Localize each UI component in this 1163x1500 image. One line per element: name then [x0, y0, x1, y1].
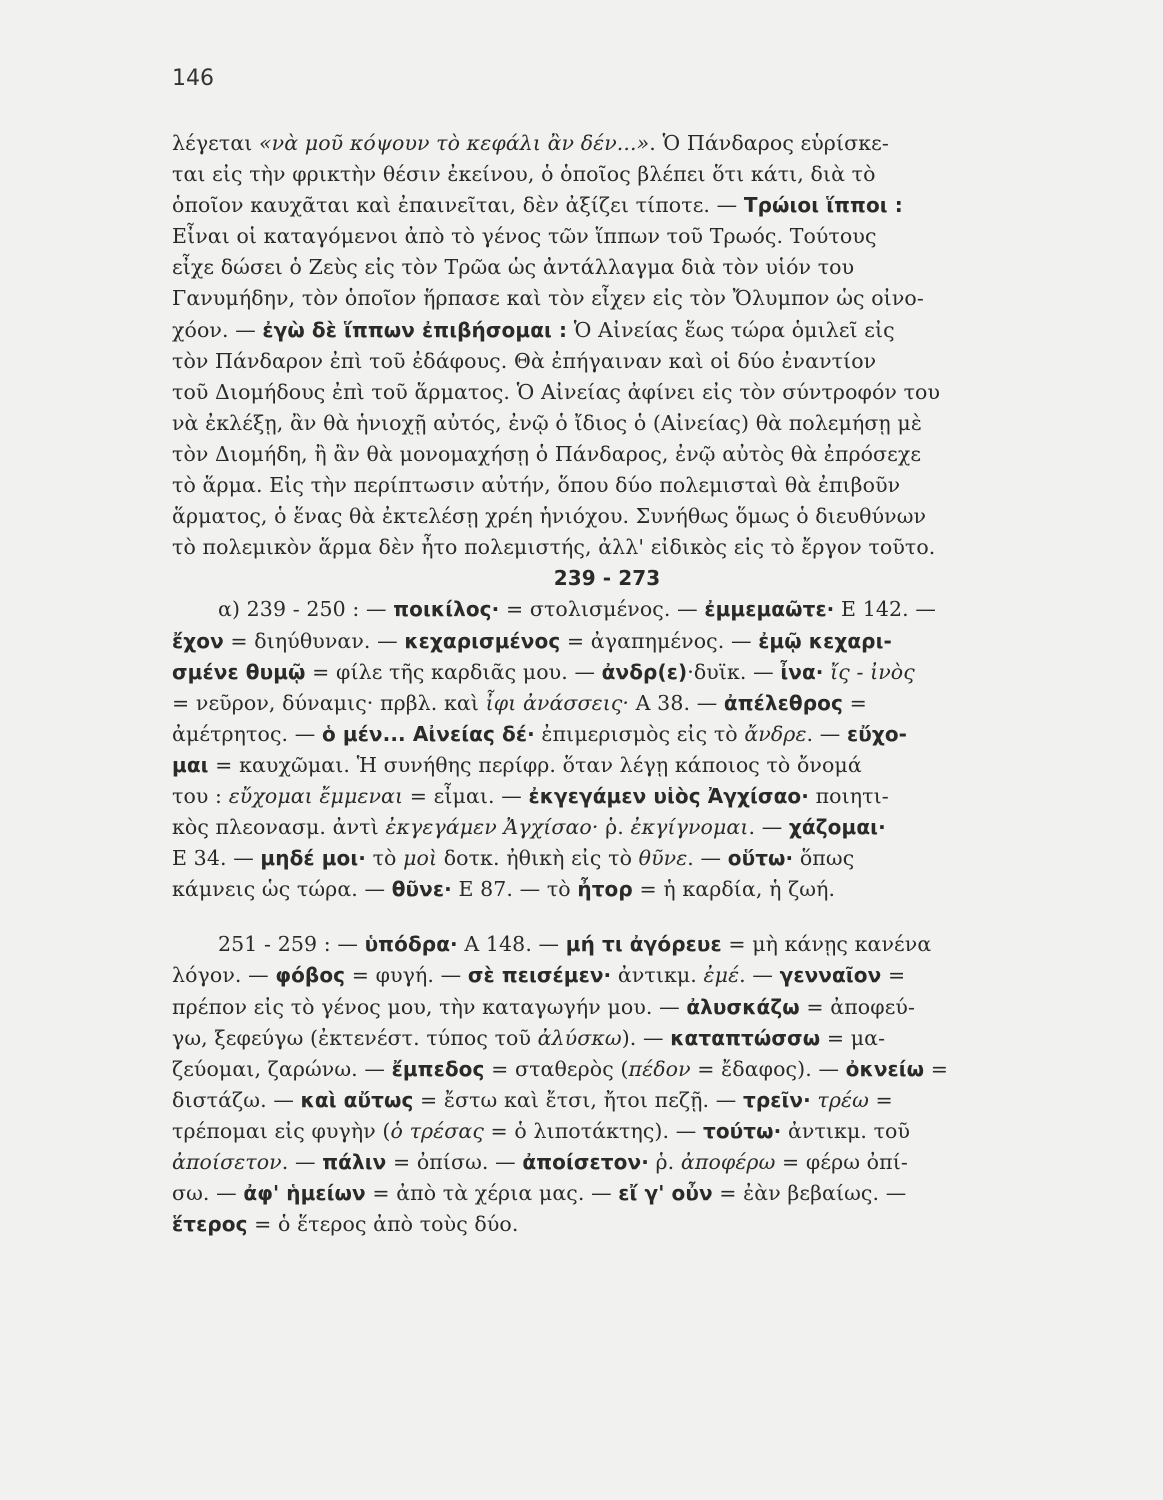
text-segment: Ε 87. — τὸ	[451, 877, 578, 902]
text-line	[172, 221, 1022, 252]
text-segment: . —	[806, 721, 847, 746]
lemma-term: θῦνε·	[391, 877, 452, 902]
lemma-term: ἀλυσκάζω	[686, 994, 800, 1019]
italic-text: ἄνδρε	[744, 721, 807, 746]
text-line	[172, 1116, 1022, 1147]
text-segment: = ἀποφεύ-	[799, 994, 915, 1019]
italic-text: ἐκγεγάμεν Ἀγχίσαο·	[385, 815, 599, 840]
text-segment: τοῦ Διομήδους ἐπὶ τοῦ ἅρματος. Ὁ Αἰνείας ἀφίνει εἰς τὸν σύντροφόν του	[172, 379, 941, 404]
text-segment: ἐπιμερισμὸς εἰς τὸ	[534, 721, 745, 746]
lemma-term: πάλιν	[322, 1150, 387, 1174]
lemma-term: ἶνα·	[780, 659, 824, 684]
lemma-term: ἦτορ	[577, 877, 633, 902]
text-segment: ὁποῖον καυχᾶται καὶ ἐπαινεῖται, δὲν ἀξίζει τίποτε. —	[172, 193, 744, 218]
lemma-term: καταπτώσσω	[670, 1025, 821, 1050]
commentary-text	[172, 128, 1022, 1240]
text-segment: = μα-	[820, 1025, 886, 1050]
text-segment: νὰ ἐκλέξῃ, ἂν θὰ ἡνιοχῇ αὐτός, ἐνῷ ὁ ἴδιος ὁ (Αἰνείας) θὰ πολεμήσῃ μὲ	[172, 410, 922, 435]
text-segment: 251 - 259 : —	[218, 932, 365, 957]
lemma-term: ἀνδρ(ε)	[601, 659, 688, 684]
text-segment: τὸ ἅρμα. Εἰς τὴν περίπτωσιν αὐτήν, ὅπου δύο πολεμισταὶ θὰ ἐπιβοῦν	[172, 473, 901, 498]
text-line	[172, 439, 1022, 470]
text-segment: εἶχε δώσει ὁ Ζεὺς εἰς τὸν Τρῶα ὡς ἀντάλλαγμα διὰ τὸν υἱόν του	[172, 255, 855, 280]
text-segment: = φέρω ὀπί-	[775, 1150, 908, 1174]
lemma-term: ποικίλος·	[393, 597, 500, 622]
lemma-term: εὔχο-	[847, 721, 908, 746]
lemma-term: κεχαρισμένος	[404, 628, 561, 653]
text-segment: = ὁ ἕτερος ἀπὸ τοὺς δύο.	[247, 1212, 519, 1237]
text-line	[172, 657, 1022, 688]
text-line	[172, 1023, 1022, 1054]
section-heading: 239 - 273	[553, 566, 661, 591]
text-segment: Γανυμήδην, τὸν ὁποῖον ἥρπασε καὶ τὸν εἶχεν εἰς τὸν Ὄλυμπον ὡς οἰνο-	[172, 286, 924, 311]
text-segment: = φυγή. —	[345, 963, 468, 988]
text-segment: Ὁ Αἰνείας ἕως τώρα ὁμιλεῖ εἰς	[567, 317, 895, 342]
italic-text: ἐκγίγνομαι	[630, 815, 749, 840]
text-line	[172, 594, 1022, 625]
text-segment: α) 239 - 250 : —	[218, 597, 394, 622]
text-line	[172, 252, 1022, 283]
text-segment: ποιητι-	[808, 783, 889, 808]
text-line	[172, 843, 1022, 874]
text-line	[172, 874, 1022, 905]
lemma-term: τούτω·	[702, 1118, 782, 1143]
text-segment: δοτκ. ἠθικὴ εἰς τὸ	[437, 846, 639, 871]
text-segment: = ἀγαπημένος. —	[560, 628, 759, 653]
page-number: 146	[172, 66, 214, 91]
text-segment: Ε 142. —	[834, 597, 936, 622]
text-line	[172, 719, 1022, 750]
text-segment: =	[868, 1087, 893, 1112]
italic-text: ἀλύσκω	[537, 1025, 622, 1050]
lemma-term: ὑπόδρα·	[364, 932, 458, 957]
text-segment: ἀντικμ. τοῦ	[781, 1118, 911, 1143]
lemma-term: Τρώιοι ἵπποι :	[743, 193, 903, 218]
text-line	[172, 346, 1022, 377]
lemma-term: ἐκγεγάμεν υἱὸς Ἀγχίσαο·	[528, 783, 809, 808]
text-segment: = σταθερὸς (	[484, 1056, 629, 1081]
text-segment: τὸν Διομήδη, ἢ ἂν θὰ μονομαχήσῃ ὁ Πάνδαρος, ἐνῷ αὐτὸς θὰ ἐπρόσεχε	[172, 441, 922, 466]
text-segment: τὸ	[365, 846, 404, 871]
text-segment: . —	[687, 846, 728, 871]
text-segment: =	[881, 963, 906, 988]
text-segment: = ὁ λιποτάκτης). —	[483, 1118, 703, 1143]
italic-text: τρέω	[817, 1087, 869, 1112]
lemma-term: μηδέ μοι·	[260, 846, 366, 871]
text-segment: = ἐὰν βεβαίως. —	[712, 1181, 907, 1206]
lemma-term: ἔμπεδος	[391, 1056, 485, 1081]
italic-text: ὁ τρέσας	[390, 1118, 484, 1143]
text-segment: ζεύομαι, ζαρώνω. —	[172, 1056, 392, 1081]
italic-text: ἶφι ἀνάσσεις·	[485, 690, 630, 715]
text-segment: γω, ξεφεύγω (ἐκτενέστ. τύπος τοῦ	[172, 1025, 538, 1050]
text-segment: του :	[172, 783, 229, 808]
lemma-term: ἕτερος	[172, 1212, 248, 1237]
text-segment: = μὴ κάνῃς κανένα	[721, 932, 932, 957]
text-segment: = νεῦρον, δύναμις· πρβλ. καὶ	[172, 690, 486, 715]
text-segment: Εἶναι οἱ καταγόμενοι ἀπὸ τὸ γένος τῶν ἵππων τοῦ Τρωός. Τούτους	[172, 224, 877, 249]
text-segment: τὸν Πάνδαρον ἐπὶ τοῦ ἐδάφους. Θὰ ἐπήγαιναν καὶ οἱ δύο ἐναντίον	[172, 348, 877, 373]
lemma-term: σὲ πεισέμεν·	[467, 963, 612, 988]
text-segment: = ἀπὸ τὰ χέρια μας. —	[365, 1181, 619, 1206]
lemma-term: ἀπέλεθρος	[723, 690, 843, 715]
text-line	[172, 1147, 1022, 1178]
text-segment: = καυχῶμαι. Ἡ συνήθης περίφρ. ὅταν λέγῃ κάποιος τὸ ὄνομά	[208, 752, 862, 777]
text-segment: σω. —	[172, 1181, 244, 1206]
italic-text: ἀποίσετον	[172, 1150, 282, 1174]
text-line	[172, 1209, 1022, 1240]
text-segment: διστάζω. —	[172, 1087, 301, 1112]
text-line	[172, 781, 1022, 812]
text-line	[172, 1054, 1022, 1085]
text-segment: πρέπον εἰς τὸ γένος μου, τὴν καταγωγήν μου. —	[172, 994, 687, 1019]
italic-text: πέδον	[628, 1056, 691, 1081]
lemma-term: ἀποίσετον·	[522, 1150, 649, 1174]
text-segment: ἅρματος, ὁ ἕνας θὰ ἐκτελέσῃ χρέη ἡνιόχου. Συνήθως ὅμως ὁ διευθύνων	[172, 504, 927, 529]
lemma-term: χάζομαι·	[788, 815, 886, 840]
text-segment: ·δυϊκ. —	[687, 659, 781, 684]
lemma-term: ὀκνείω	[845, 1056, 925, 1081]
text-segment: κάμνεις ὡς τώρα. —	[172, 877, 392, 902]
text-line	[172, 992, 1022, 1023]
text-line	[172, 812, 1022, 843]
lemma-term: ἐγὼ δὲ ἵππων ἐπιβήσομαι :	[262, 317, 568, 342]
lemma-term: ἐμῷ κεχαρι-	[758, 628, 892, 653]
text-segment: ῥ.	[598, 815, 631, 840]
italic-text: εὔχομαι ἔμμεναι	[228, 783, 404, 808]
lemma-term: γενναῖον	[779, 963, 882, 988]
text-line	[172, 190, 1022, 221]
text-segment: Α 148. —	[457, 932, 566, 957]
italic-text: ἴς - ἰνὸς	[830, 659, 915, 684]
lemma-term: εἴ γ' οὖν	[618, 1181, 713, 1206]
text-segment: . Ὁ Πάνδαρος εὑρίσκε-	[649, 131, 889, 155]
italic-text: θῦνε	[638, 846, 688, 871]
text-line	[172, 688, 1022, 719]
text-segment: λέγεται	[172, 131, 260, 155]
text-line	[172, 159, 1022, 190]
text-segment: Ε 34. —	[172, 846, 261, 871]
text-segment: =	[842, 690, 867, 715]
text-line	[172, 626, 1022, 657]
text-segment: ). —	[621, 1025, 671, 1050]
text-segment: ὅπως	[793, 846, 855, 871]
text-segment: ται εἰς τὴν φρικτὴν θέσιν ἐκείνου, ὁ ὁποῖος βλέπει ὅτι κάτι, διὰ τὸ	[172, 162, 876, 187]
text-segment: = στολισμένος. —	[499, 597, 705, 622]
text-line	[172, 1085, 1022, 1116]
text-segment: . —	[281, 1150, 323, 1174]
lemma-term: φόβος	[275, 963, 346, 988]
text-segment: τρέπομαι εἰς φυγὴν (	[172, 1118, 391, 1143]
text-segment: = διηύθυναν. —	[223, 628, 405, 653]
text-line	[172, 377, 1022, 408]
lemma-term: ὁ μέν... Αἰνείας δέ·	[321, 721, 535, 746]
text-line	[172, 128, 1022, 159]
text-segment: = ἔδαφος). —	[690, 1056, 846, 1081]
text-line	[172, 750, 1022, 781]
lemma-term: σμένε θυμῷ	[172, 659, 306, 684]
italic-text: μοὶ	[403, 846, 438, 871]
text-segment: = ἔστω καὶ ἔτσι, ἤτοι πεζῇ. —	[413, 1087, 743, 1112]
lemma-term: καὶ αὔτως	[300, 1087, 414, 1112]
italic-text: «νὰ μοῦ κόψουν τὸ κεφάλι ἂν δέν...»	[259, 131, 650, 155]
lemma-term: ἔχον	[172, 628, 224, 653]
text-segment: ἀντικμ.	[611, 963, 704, 988]
text-segment: = ὀπίσω. —	[386, 1150, 523, 1174]
text-segment: . —	[739, 963, 780, 988]
text-line	[172, 1178, 1022, 1209]
text-line	[172, 315, 1022, 346]
text-segment: . —	[748, 815, 789, 840]
text-segment: = εἶμαι. —	[403, 783, 529, 808]
lemma-term: τρεῖν·	[742, 1087, 811, 1112]
text-line	[172, 532, 1022, 563]
text-segment: Α 38. —	[629, 690, 724, 715]
text-line	[172, 283, 1022, 314]
text-line	[172, 408, 1022, 439]
lemma-term: ἀφ' ἡμείων	[243, 1181, 366, 1206]
text-segment: λόγον. —	[172, 963, 276, 988]
text-segment: = φίλε τῆς καρδιᾶς μου. —	[305, 659, 602, 684]
lemma-term: οὕτω·	[727, 846, 794, 871]
lemma-term: μαι	[172, 752, 209, 777]
text-segment: τὸ πολεμικὸν ἅρμα δὲν ἦτο πολεμιστής, ἀλλ' εἰδικὸς εἰς τὸ ἔργον τοῦτο.	[172, 535, 936, 560]
italic-text: ἀποφέρω	[680, 1150, 776, 1174]
text-segment: χόον. —	[172, 317, 263, 342]
text-segment: = ἡ καρδία, ἡ ζωή.	[632, 877, 836, 902]
lemma-term: ἐμμεμαῶτε·	[704, 597, 835, 622]
lemma-term: μή τι ἀγόρευε	[565, 932, 722, 957]
text-line	[172, 501, 1022, 532]
italic-text: ἐμέ	[703, 963, 740, 988]
text-segment: ῥ.	[648, 1150, 681, 1174]
text-line	[172, 563, 1022, 594]
text-segment: κὸς πλεονασμ. ἀντὶ	[172, 815, 386, 840]
text-line	[172, 929, 1022, 960]
text-segment: ἀμέτρητος. —	[172, 721, 322, 746]
text-line	[172, 960, 1022, 991]
text-segment: =	[924, 1056, 949, 1081]
text-line	[172, 470, 1022, 501]
